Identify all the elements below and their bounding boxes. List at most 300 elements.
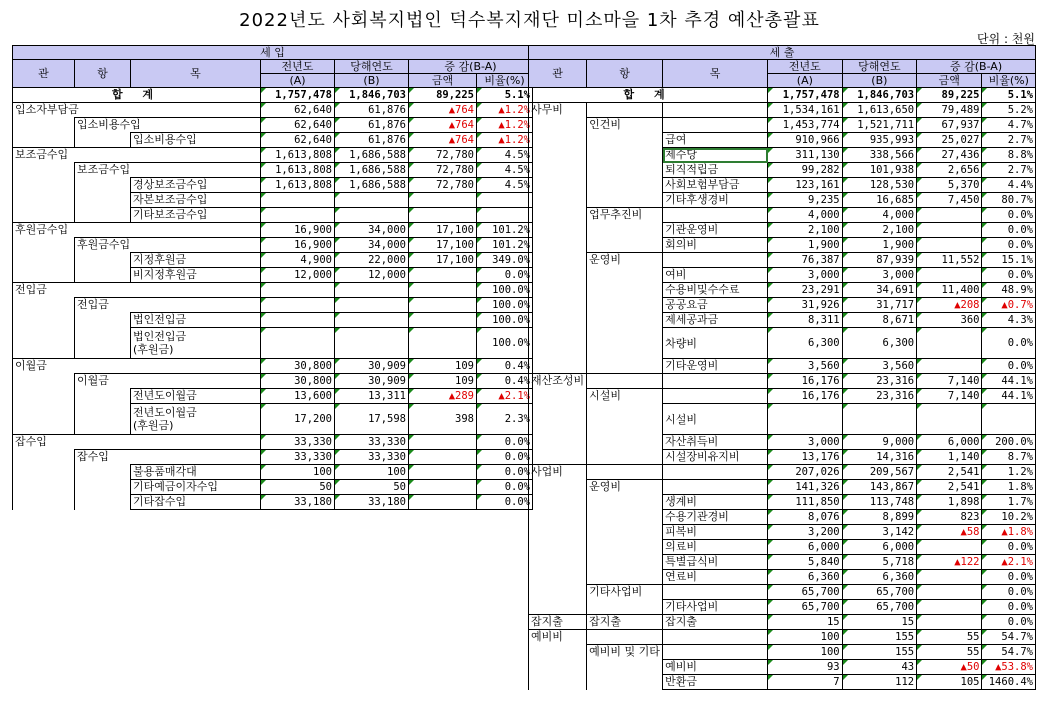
prev-value: 123,161 bbox=[768, 178, 843, 193]
diff-amount bbox=[917, 328, 982, 359]
diff-amount bbox=[409, 435, 477, 450]
col-hang: 항 bbox=[75, 60, 131, 88]
diff-amount bbox=[409, 193, 477, 208]
hang-cell: 인건비 bbox=[587, 118, 663, 133]
row-label: 후원금수입 bbox=[77, 238, 131, 251]
diff-amount: 823 bbox=[917, 510, 982, 525]
col-prev: 전년도 bbox=[768, 60, 843, 74]
gwan-cell bbox=[13, 465, 75, 480]
diff-ratio: 100.0% bbox=[477, 283, 533, 298]
diff-amount: 55 bbox=[917, 645, 982, 660]
curr-value: 65,700 bbox=[842, 600, 917, 615]
curr-value: 209,567 bbox=[842, 465, 917, 480]
diff-ratio: 44.1% bbox=[982, 389, 1036, 404]
diff-ratio: 2.3% bbox=[477, 404, 533, 435]
table-row bbox=[13, 178, 533, 193]
total-curr: 1,846,703 bbox=[842, 88, 917, 103]
curr-value bbox=[335, 283, 409, 298]
hang-cell bbox=[75, 450, 261, 465]
diff-ratio: ▲0.7% bbox=[982, 298, 1036, 313]
prev-value bbox=[261, 298, 335, 313]
diff-ratio: 0.0% bbox=[982, 615, 1036, 630]
diff-ratio: 8.7% bbox=[982, 450, 1036, 465]
diff-amount: 25,027 bbox=[917, 133, 982, 148]
mok-cell bbox=[131, 268, 261, 283]
mok-cell: 특별급식비 bbox=[663, 555, 768, 570]
prev-value: 7 bbox=[768, 675, 843, 690]
row-label: 전입금 bbox=[15, 283, 47, 296]
table-row bbox=[529, 193, 1036, 208]
mok-cell bbox=[131, 328, 261, 359]
diff-ratio: 101.2% bbox=[477, 238, 533, 253]
curr-value bbox=[842, 404, 917, 435]
curr-value: 65,700 bbox=[842, 585, 917, 600]
diff-amount: 79,489 bbox=[917, 103, 982, 118]
col-curr: 당해연도 bbox=[842, 60, 917, 74]
diff-ratio: 4.5% bbox=[477, 163, 533, 178]
hang-cell bbox=[587, 404, 663, 435]
hang-cell bbox=[587, 465, 663, 480]
mok-cell bbox=[663, 465, 768, 480]
hang-cell bbox=[587, 630, 663, 645]
diff-amount: 11,400 bbox=[917, 283, 982, 298]
hang-cell bbox=[587, 238, 663, 253]
gwan-cell: 예비비 bbox=[529, 630, 587, 645]
diff-ratio: 0.0% bbox=[477, 450, 533, 465]
hang-cell bbox=[75, 268, 131, 283]
gwan-cell bbox=[529, 675, 587, 690]
curr-value: 113,748 bbox=[842, 495, 917, 510]
hang-cell bbox=[587, 510, 663, 525]
row-label: 입소비용수입 bbox=[133, 133, 197, 146]
mok-cell bbox=[131, 208, 261, 223]
diff-ratio: 0.0% bbox=[982, 223, 1036, 238]
diff-amount: 11,552 bbox=[917, 253, 982, 268]
gwan-cell bbox=[13, 208, 75, 223]
table-row bbox=[13, 480, 533, 495]
prev-value bbox=[261, 328, 335, 359]
curr-value: 43 bbox=[842, 660, 917, 675]
prev-value: 3,000 bbox=[768, 268, 843, 283]
diff-ratio: 0.4% bbox=[477, 374, 533, 389]
row-label: 기타보조금수입 bbox=[133, 208, 208, 221]
table-row bbox=[529, 525, 1036, 540]
table-row bbox=[529, 313, 1036, 328]
table-row bbox=[529, 118, 1036, 133]
mok-cell: 기타후생경비 bbox=[663, 193, 768, 208]
col-prev-sub: (A) bbox=[768, 74, 843, 88]
table-row bbox=[529, 328, 1036, 359]
total-label: 합 계 bbox=[529, 88, 768, 103]
diff-ratio: 1.2% bbox=[982, 465, 1036, 480]
mok-cell bbox=[663, 103, 768, 118]
hang-cell: 잡지출 bbox=[587, 615, 663, 630]
diff-ratio: 54.7% bbox=[982, 630, 1036, 645]
curr-value: 5,718 bbox=[842, 555, 917, 570]
prev-value: 1,453,774 bbox=[768, 118, 843, 133]
gwan-cell bbox=[529, 178, 587, 193]
mok-cell bbox=[131, 178, 261, 193]
gwan-cell bbox=[529, 404, 587, 435]
table-row bbox=[13, 133, 533, 148]
hang-cell bbox=[587, 313, 663, 328]
diff-amount: ▲764 bbox=[409, 118, 477, 133]
mok-cell: 차량비 bbox=[663, 328, 768, 359]
table-row bbox=[529, 645, 1036, 660]
hang-cell bbox=[75, 389, 131, 404]
table-row bbox=[529, 630, 1036, 645]
table-row bbox=[529, 404, 1036, 435]
gwan-cell bbox=[13, 435, 261, 450]
gwan-cell: 사업비 bbox=[529, 465, 587, 480]
gwan-cell bbox=[529, 163, 587, 178]
mok-cell: 회의비 bbox=[663, 238, 768, 253]
curr-value: 155 bbox=[842, 630, 917, 645]
prev-value: 311,130 bbox=[768, 148, 843, 163]
hang-cell bbox=[587, 555, 663, 570]
gwan-cell bbox=[529, 133, 587, 148]
curr-value bbox=[335, 313, 409, 328]
diff-ratio: 5.2% bbox=[982, 103, 1036, 118]
prev-value: 1,613,808 bbox=[261, 148, 335, 163]
prev-value: 62,640 bbox=[261, 133, 335, 148]
diff-amount: 6,000 bbox=[917, 435, 982, 450]
prev-value: 3,200 bbox=[768, 525, 843, 540]
prev-value: 100 bbox=[768, 630, 843, 645]
diff-amount: ▲208 bbox=[917, 298, 982, 313]
table-row bbox=[529, 450, 1036, 465]
prev-value: 33,330 bbox=[261, 450, 335, 465]
table-row bbox=[13, 389, 533, 404]
expense-table bbox=[528, 45, 1036, 690]
mok-cell: 사회보험부담금 bbox=[663, 178, 768, 193]
diff-amount: 27,436 bbox=[917, 148, 982, 163]
gwan-cell bbox=[13, 283, 261, 298]
prev-value: 30,800 bbox=[261, 359, 335, 374]
curr-value: 338,566 bbox=[842, 148, 917, 163]
gwan-cell bbox=[13, 163, 75, 178]
gwan-cell bbox=[529, 359, 587, 374]
row-label: 법인전입금 bbox=[133, 313, 187, 326]
diff-amount bbox=[409, 465, 477, 480]
prev-value: 65,700 bbox=[768, 600, 843, 615]
revenue-header: 세 입 bbox=[13, 46, 533, 60]
hang-cell bbox=[587, 283, 663, 298]
diff-ratio: 200.0% bbox=[982, 435, 1036, 450]
diff-ratio: ▲1.2% bbox=[477, 133, 533, 148]
diff-amount: 72,780 bbox=[409, 163, 477, 178]
table-row bbox=[529, 555, 1036, 570]
diff-ratio: 8.8% bbox=[982, 148, 1036, 163]
diff-ratio: 15.1% bbox=[982, 253, 1036, 268]
diff-amount bbox=[917, 268, 982, 283]
row-label: 전년도이월금 bbox=[133, 389, 197, 402]
diff-ratio: ▲1.8% bbox=[982, 525, 1036, 540]
prev-value: 4,000 bbox=[768, 208, 843, 223]
curr-value bbox=[335, 193, 409, 208]
hang-cell bbox=[75, 313, 131, 328]
curr-value: 23,316 bbox=[842, 374, 917, 389]
mok-cell: 시설장비유지비 bbox=[663, 450, 768, 465]
diff-amount: 360 bbox=[917, 313, 982, 328]
mok-cell: 피복비 bbox=[663, 525, 768, 540]
mok-cell bbox=[131, 480, 261, 495]
curr-value: 34,000 bbox=[335, 238, 409, 253]
mok-cell: 의료비 bbox=[663, 540, 768, 555]
curr-value: 23,316 bbox=[842, 389, 917, 404]
table-row bbox=[13, 283, 533, 298]
gwan-cell bbox=[13, 253, 75, 268]
diff-ratio: 4.5% bbox=[477, 178, 533, 193]
gwan-cell bbox=[13, 389, 75, 404]
diff-ratio: 0.0% bbox=[982, 208, 1036, 223]
hang-cell bbox=[587, 675, 663, 690]
table-row bbox=[529, 238, 1036, 253]
diff-ratio: 100.0% bbox=[477, 313, 533, 328]
row-label: 자본보조금수입 bbox=[133, 193, 208, 206]
diff-amount bbox=[409, 268, 477, 283]
diff-amount: ▲764 bbox=[409, 133, 477, 148]
diff-amount bbox=[917, 404, 982, 435]
row-label: 비지정후원금 bbox=[133, 268, 197, 281]
prev-value: 12,000 bbox=[261, 268, 335, 283]
diff-ratio: 4.4% bbox=[982, 178, 1036, 193]
diff-amount bbox=[917, 359, 982, 374]
diff-amount: 72,780 bbox=[409, 178, 477, 193]
table-row bbox=[529, 268, 1036, 283]
diff-amount: 55 bbox=[917, 630, 982, 645]
row-label: 법인전입금 bbox=[133, 330, 187, 343]
gwan-cell bbox=[529, 298, 587, 313]
diff-ratio bbox=[982, 404, 1036, 435]
gwan-cell bbox=[529, 328, 587, 359]
gwan-cell bbox=[529, 600, 587, 615]
mok-cell bbox=[663, 374, 768, 389]
diff-amount: 398 bbox=[409, 404, 477, 435]
row-label: 불용품매각대 bbox=[133, 465, 197, 478]
table-row bbox=[13, 193, 533, 208]
prev-value: 3,560 bbox=[768, 359, 843, 374]
curr-value: 3,000 bbox=[842, 268, 917, 283]
table-row bbox=[529, 510, 1036, 525]
diff-ratio: 2.7% bbox=[982, 163, 1036, 178]
table-row bbox=[13, 163, 533, 178]
mok-cell: 잡지출 bbox=[663, 615, 768, 630]
row-label: 입소자부담금 bbox=[15, 103, 79, 116]
hang-cell bbox=[587, 328, 663, 359]
gwan-cell bbox=[13, 268, 75, 283]
hang-cell bbox=[587, 600, 663, 615]
curr-value: 155 bbox=[842, 645, 917, 660]
mok-cell bbox=[131, 253, 261, 268]
prev-value: 141,326 bbox=[768, 480, 843, 495]
diff-ratio: ▲1.2% bbox=[477, 103, 533, 118]
row-label: 보조금수입 bbox=[15, 148, 69, 161]
diff-ratio: ▲2.1% bbox=[477, 389, 533, 404]
col-prev: 전년도 bbox=[261, 60, 335, 74]
diff-ratio: 0.0% bbox=[477, 480, 533, 495]
prev-value: 33,180 bbox=[261, 495, 335, 510]
mok-cell bbox=[131, 404, 261, 435]
curr-value: 2,100 bbox=[842, 223, 917, 238]
gwan-cell bbox=[529, 208, 587, 223]
gwan-cell bbox=[529, 480, 587, 495]
hang-cell bbox=[75, 480, 131, 495]
diff-ratio bbox=[477, 193, 533, 208]
row-label: 입소비용수입 bbox=[77, 118, 141, 131]
mok-cell bbox=[131, 465, 261, 480]
curr-value: 61,876 bbox=[335, 133, 409, 148]
prev-value: 62,640 bbox=[261, 118, 335, 133]
table-row bbox=[529, 253, 1036, 268]
gwan-cell bbox=[529, 555, 587, 570]
mok-cell: 급여 bbox=[663, 133, 768, 148]
curr-value bbox=[335, 328, 409, 359]
curr-value: 33,180 bbox=[335, 495, 409, 510]
mok-cell bbox=[663, 208, 768, 223]
curr-value: 33,330 bbox=[335, 450, 409, 465]
curr-value bbox=[335, 208, 409, 223]
diff-ratio: 4.7% bbox=[982, 118, 1036, 133]
diff-amount bbox=[409, 450, 477, 465]
expense-section bbox=[528, 45, 1036, 690]
mok-cell: 생계비 bbox=[663, 495, 768, 510]
diff-ratio: 4.3% bbox=[982, 313, 1036, 328]
diff-ratio: 0.0% bbox=[982, 570, 1036, 585]
gwan-cell bbox=[13, 404, 75, 435]
mok-cell bbox=[663, 480, 768, 495]
diff-ratio: 349.0% bbox=[477, 253, 533, 268]
gwan-cell bbox=[529, 570, 587, 585]
gwan-cell bbox=[529, 223, 587, 238]
curr-value: 101,938 bbox=[842, 163, 917, 178]
table-row bbox=[529, 675, 1036, 690]
total-prev: 1,757,478 bbox=[261, 88, 335, 103]
diff-amount: 2,656 bbox=[917, 163, 982, 178]
total-label: 합 계 bbox=[13, 88, 261, 103]
row-label: 이월금 bbox=[77, 374, 109, 387]
gwan-cell bbox=[13, 298, 75, 313]
row-label-sub: (후원금) bbox=[133, 343, 174, 356]
gwan-cell bbox=[529, 389, 587, 404]
diff-ratio: 101.2% bbox=[477, 223, 533, 238]
col-hang: 항 bbox=[587, 60, 663, 88]
curr-value: 34,691 bbox=[842, 283, 917, 298]
prev-value bbox=[261, 313, 335, 328]
gwan-cell bbox=[529, 238, 587, 253]
table-row bbox=[529, 208, 1036, 223]
diff-amount: 1,140 bbox=[917, 450, 982, 465]
hang-cell bbox=[587, 525, 663, 540]
diff-amount bbox=[917, 600, 982, 615]
prev-value: 910,966 bbox=[768, 133, 843, 148]
hang-cell bbox=[75, 208, 131, 223]
diff-amount bbox=[917, 570, 982, 585]
table-row bbox=[529, 374, 1036, 389]
table-row bbox=[529, 600, 1036, 615]
prev-value: 13,600 bbox=[261, 389, 335, 404]
table-row bbox=[529, 163, 1036, 178]
table-row bbox=[13, 103, 533, 118]
gwan-cell bbox=[13, 223, 261, 238]
mok-cell bbox=[663, 118, 768, 133]
prev-value: 100 bbox=[768, 645, 843, 660]
curr-value: 14,316 bbox=[842, 450, 917, 465]
revenue-section bbox=[12, 45, 533, 510]
hang-cell bbox=[587, 268, 663, 283]
table-row bbox=[13, 465, 533, 480]
diff-amount bbox=[917, 540, 982, 555]
mok-cell: 기타운영비 bbox=[663, 359, 768, 374]
diff-amount: 7,450 bbox=[917, 193, 982, 208]
col-curr-sub: (B) bbox=[335, 74, 409, 88]
revenue-total-row bbox=[13, 88, 533, 103]
hang-cell: 운영비 bbox=[587, 253, 663, 268]
diff-ratio: 44.1% bbox=[982, 374, 1036, 389]
curr-value: 61,876 bbox=[335, 103, 409, 118]
prev-value: 100 bbox=[261, 465, 335, 480]
hang-cell bbox=[587, 374, 663, 389]
mok-cell: 제세공과금 bbox=[663, 313, 768, 328]
diff-ratio: 0.0% bbox=[477, 435, 533, 450]
prev-value: 4,900 bbox=[261, 253, 335, 268]
table-row bbox=[13, 313, 533, 328]
diff-ratio: 0.0% bbox=[982, 585, 1036, 600]
gwan-cell bbox=[13, 450, 75, 465]
diff-amount bbox=[917, 585, 982, 600]
hang-cell bbox=[587, 148, 663, 163]
table-row bbox=[529, 133, 1036, 148]
mok-cell bbox=[663, 645, 768, 660]
total-curr: 1,846,703 bbox=[335, 88, 409, 103]
curr-value: 34,000 bbox=[335, 223, 409, 238]
prev-value: 16,900 bbox=[261, 238, 335, 253]
table-row bbox=[529, 495, 1036, 510]
prev-value bbox=[768, 404, 843, 435]
curr-value: 8,899 bbox=[842, 510, 917, 525]
prev-value: 23,291 bbox=[768, 283, 843, 298]
page-title: 2022년도 사회복지법인 덕수복지재단 미소마을 1차 추경 예산총괄표 bbox=[239, 10, 820, 31]
diff-ratio: 100.0% bbox=[477, 328, 533, 359]
diff-ratio: ▲1.2% bbox=[477, 118, 533, 133]
table-row bbox=[13, 450, 533, 465]
diff-amount: 5,370 bbox=[917, 178, 982, 193]
prev-value: 1,534,161 bbox=[768, 103, 843, 118]
diff-amount: 2,541 bbox=[917, 465, 982, 480]
table-row bbox=[13, 148, 533, 163]
prev-value: 13,176 bbox=[768, 450, 843, 465]
expense-header: 세 출 bbox=[529, 46, 1036, 60]
prev-value: 16,176 bbox=[768, 374, 843, 389]
table-row bbox=[13, 208, 533, 223]
diff-amount bbox=[917, 238, 982, 253]
diff-ratio: 0.0% bbox=[982, 359, 1036, 374]
hang-cell bbox=[75, 328, 131, 359]
hang-cell bbox=[587, 178, 663, 193]
diff-ratio: 0.0% bbox=[477, 465, 533, 480]
prev-value bbox=[261, 208, 335, 223]
curr-value: 30,909 bbox=[335, 374, 409, 389]
diff-amount bbox=[409, 208, 477, 223]
table-row bbox=[529, 283, 1036, 298]
prev-value: 8,076 bbox=[768, 510, 843, 525]
diff-ratio: 0.0% bbox=[982, 268, 1036, 283]
diff-amount: 7,140 bbox=[917, 389, 982, 404]
gwan-cell bbox=[529, 585, 587, 600]
row-label: 잡수입 bbox=[77, 450, 109, 463]
diff-amount bbox=[409, 480, 477, 495]
prev-value: 50 bbox=[261, 480, 335, 495]
